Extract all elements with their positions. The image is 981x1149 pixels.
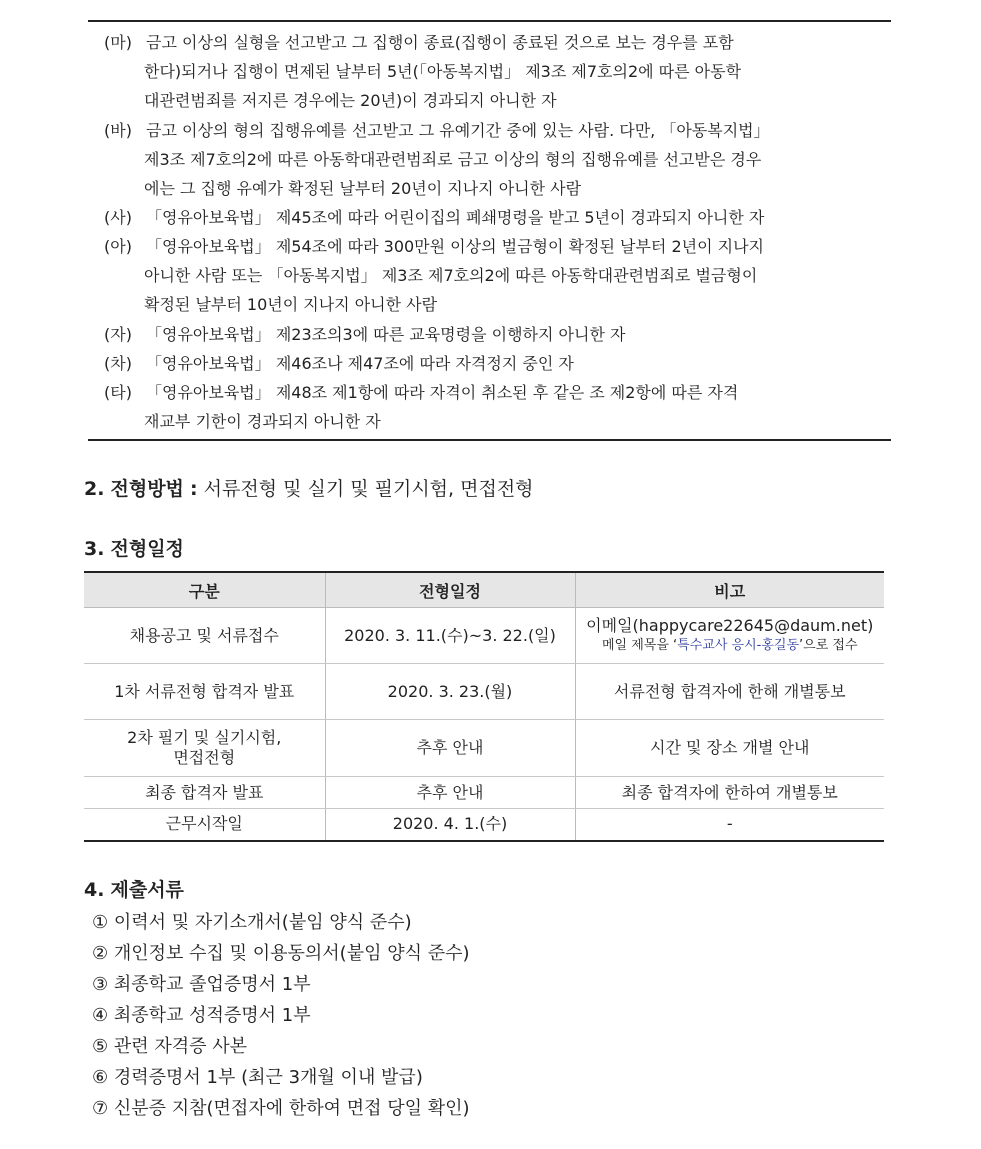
document-item: ④ 최종학교 성적증명서 1부	[92, 1005, 311, 1026]
table-header-row	[84, 572, 884, 608]
document-item: ⑥ 경력증명서 1부 (최근 3개월 이내 발급)	[92, 1067, 423, 1088]
table-cell-schedule: 추후 안내	[325, 720, 575, 777]
section-4-heading	[84, 875, 184, 902]
table-cell-schedule: 2020. 4. 1.(수)	[325, 809, 575, 841]
document-item: ⑦ 신분증 지참(면접자에 한하여 면접 당일 확인)	[92, 1098, 470, 1119]
disqualification-item	[104, 349, 894, 379]
section-number: 4.	[84, 879, 105, 901]
table-row	[84, 809, 884, 841]
item-marker: (타)	[104, 383, 132, 402]
table-cell-category	[84, 720, 325, 777]
table-row	[84, 720, 884, 777]
document-item: ③ 최종학교 졸업증명서 1부	[92, 974, 311, 995]
item-line: 「영유아보육법」 제23조의3에 따른 교육명령을 이행하지 아니한 자	[146, 325, 626, 344]
document-item: ① 이력서 및 자기소개서(붙임 양식 준수)	[92, 912, 412, 933]
item-line: 금고 이상의 형의 집행유예를 선고받고 그 유예기간 중에 있는 사람. 다만, 「아동복지법」	[146, 121, 770, 140]
schedule-table	[84, 571, 884, 842]
item-line: 대관련범죄를 저지른 경우에는 20년)이 경과되지 아니한 자	[144, 91, 557, 110]
item-line: 에는 그 집행 유예가 확정된 날부터 20년이 지나지 아니한 사람	[144, 179, 582, 198]
section-colon: :	[189, 478, 198, 500]
item-line: 제3조 제7호의2에 따른 아동학대관련범죄로 금고 이상의 형의 집행유예를 선고받은 경우	[144, 150, 762, 169]
table-cell-schedule: 2020. 3. 11.(수)~3. 22.(일)	[325, 608, 575, 664]
table-cell-note: 최종 합격자에 한하여 개별통보	[575, 777, 884, 809]
table-cell-category: 최종 합격자 발표	[84, 777, 325, 809]
section-2-heading	[84, 474, 534, 501]
item-line: 재교부 기한이 경과되지 아니한 자	[144, 412, 381, 431]
item-line: 「영유아보육법」 제45조에 따라 어린이집의 폐쇄명령을 받고 5년이 경과되지 아니한 자	[146, 208, 765, 227]
disqualification-item	[104, 320, 894, 350]
table-header: 전형일정	[325, 572, 575, 608]
note-highlight: 특수교사 응시-홍길동	[677, 637, 800, 653]
table-cell-category: 근무시작일	[84, 809, 325, 841]
section-3-heading	[84, 534, 184, 561]
table-cell-note	[575, 608, 884, 664]
section-content: 서류전형 및 실기 및 필기시험, 면접전형	[203, 478, 534, 500]
document-item: ② 개인정보 수집 및 이용동의서(붙임 양식 준수)	[92, 943, 470, 964]
table-row	[84, 664, 884, 720]
table-header: 비고	[575, 572, 884, 608]
item-line: 한다)되거나 집행이 면제된 날부터 5년(「아동복지법」 제3조 제7호의2에 따른 아동학	[144, 62, 742, 81]
item-marker: (바)	[104, 121, 132, 140]
disqualification-item	[104, 203, 894, 233]
section-number: 2.	[84, 478, 105, 500]
disqualification-item	[104, 116, 894, 206]
category-line: 2차 필기 및 실기시험,	[127, 728, 282, 747]
table-cell-schedule: 추후 안내	[325, 777, 575, 809]
item-line: 「영유아보육법」 제48조 제1항에 따라 자격이 취소된 후 같은 조 제2항에 따른 자격	[146, 383, 739, 402]
table-cell-note: -	[575, 809, 884, 841]
category-line: 면접전형	[173, 748, 236, 767]
item-marker: (자)	[104, 325, 132, 344]
item-marker: (사)	[104, 208, 132, 227]
section-title: 전형일정	[110, 538, 184, 560]
table-cell-category: 1차 서류전형 합격자 발표	[84, 664, 325, 720]
table-header: 구분	[84, 572, 325, 608]
document-item: ⑤ 관련 자격증 사본	[92, 1036, 248, 1057]
item-line: 아니한 사람 또는 「아동복지법」 제3조 제7호의2에 따른 아동학대관련범죄로 벌금형이	[144, 266, 758, 285]
disqualification-item	[104, 232, 894, 322]
item-line: 확정된 날부터 10년이 지나지 아니한 사람	[144, 295, 438, 314]
table-cell-category: 채용공고 및 서류접수	[84, 608, 325, 664]
item-line: 「영유아보육법」 제54조에 따라 300만원 이상의 벌금형이 확정된 날부터 2년이 지나지	[146, 237, 764, 256]
section-title: 제출서류	[110, 879, 184, 901]
disqualification-item	[104, 28, 894, 118]
note-subject	[580, 636, 881, 656]
item-marker: (차)	[104, 354, 132, 373]
item-marker: (마)	[104, 33, 132, 52]
section-number: 3.	[84, 538, 105, 560]
item-line: 금고 이상의 실형을 선고받고 그 집행이 종료(집행이 종료된 것으로 보는 경우를 포함	[146, 33, 734, 52]
table-row	[84, 608, 884, 664]
note-text: 메일 제목을 ‘	[601, 637, 678, 653]
table-row	[84, 777, 884, 809]
item-marker: (아)	[104, 237, 132, 256]
table-cell-schedule: 2020. 3. 23.(월)	[325, 664, 575, 720]
note-email: 이메일(happycare22645@daum.net)	[586, 615, 874, 635]
table-cell-note: 시간 및 장소 개별 안내	[575, 720, 884, 777]
note-text: ’으로 접수	[799, 637, 858, 653]
item-line: 「영유아보육법」 제46조나 제47조에 따라 자격정지 중인 자	[146, 354, 574, 373]
table-cell-note: 서류전형 합격자에 한해 개별통보	[575, 664, 884, 720]
disqualification-item	[104, 378, 894, 438]
section-title: 전형방법	[110, 478, 184, 500]
